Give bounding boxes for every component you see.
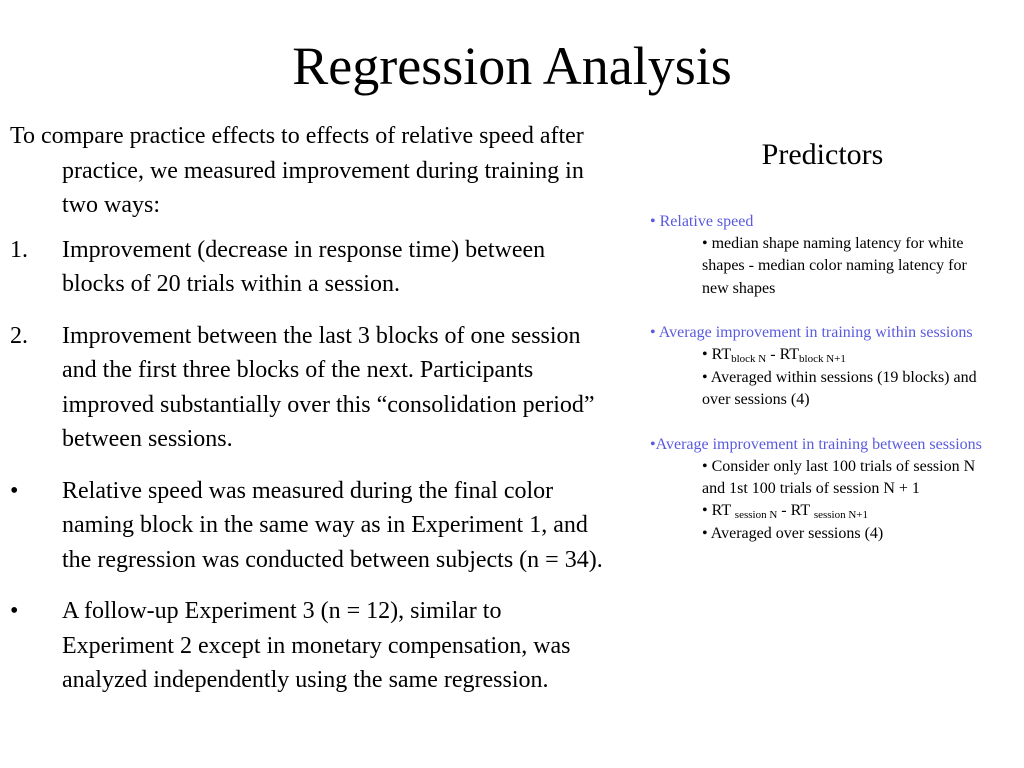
list-item-text: Improvement between the last 3 blocks of one session and the first three blocks of the next. Participants improved substantially over this “consolidation period” between sessions. [62, 322, 595, 452]
formula-subscript: block N+1 [799, 353, 846, 366]
list-item-text: Improvement (decrease in response time) between blocks of 20 trials within a session. [62, 236, 546, 297]
formula-subscript: block N [731, 353, 767, 366]
list-marker: 2. [10, 322, 28, 349]
formula-subscript: session N+1 [813, 509, 868, 522]
predictors-heading: Predictors [761, 138, 884, 171]
main-text-column [10, 119, 610, 715]
formula-term: • RT [702, 502, 735, 520]
predictors-list [650, 211, 995, 546]
list-item [10, 474, 610, 578]
predictor-formula [650, 500, 995, 523]
formula-operator: - RT [766, 346, 800, 364]
list-item-text: Relative speed was measured during the final color naming block in the same way as in Experiment 1, and the regression was conducted between subjects (n = 34). [62, 477, 603, 573]
predictor-relative-speed: • Relative speed [650, 213, 754, 230]
intro-paragraph: To compare practice effects to effects of relative speed after practice, we measured improvement during training in two ways: [10, 123, 584, 218]
spacer [650, 300, 995, 322]
predictor-within-sessions: • Average improvement in training within sessions [650, 323, 973, 341]
formula-term: • RT [702, 346, 732, 364]
predictor-detail: • Averaged over sessions (4) [702, 525, 884, 543]
bullet-marker: • [10, 598, 19, 624]
bullet-marker: • [10, 477, 19, 504]
list-item [10, 319, 610, 457]
list-marker: 1. [10, 236, 28, 263]
slide-title: Regression Analysis [292, 36, 732, 96]
list-item-text: A follow-up Experiment 3 (n = 12), similar to Experiment 2 except in monetary compensation, was analyzed independently using the same regression. [62, 598, 571, 693]
formula-operator: - RT [777, 502, 814, 520]
predictor-detail: • Averaged within sessions (19 blocks) and over sessions (4) [702, 369, 977, 409]
predictor-detail: • Consider only last 100 trials of session N and 1st 100 trials of session N + 1 [702, 457, 976, 498]
spacer [650, 412, 995, 434]
list-item [10, 594, 610, 698]
predictor-between-sessions: •Average improvement in training between sessions [650, 435, 982, 453]
predictor-detail: • median shape naming latency for white shapes - median color naming latency for new shapes [702, 235, 967, 297]
predictor-formula [650, 344, 995, 367]
list-item [10, 233, 610, 302]
formula-subscript: session N [734, 509, 778, 522]
